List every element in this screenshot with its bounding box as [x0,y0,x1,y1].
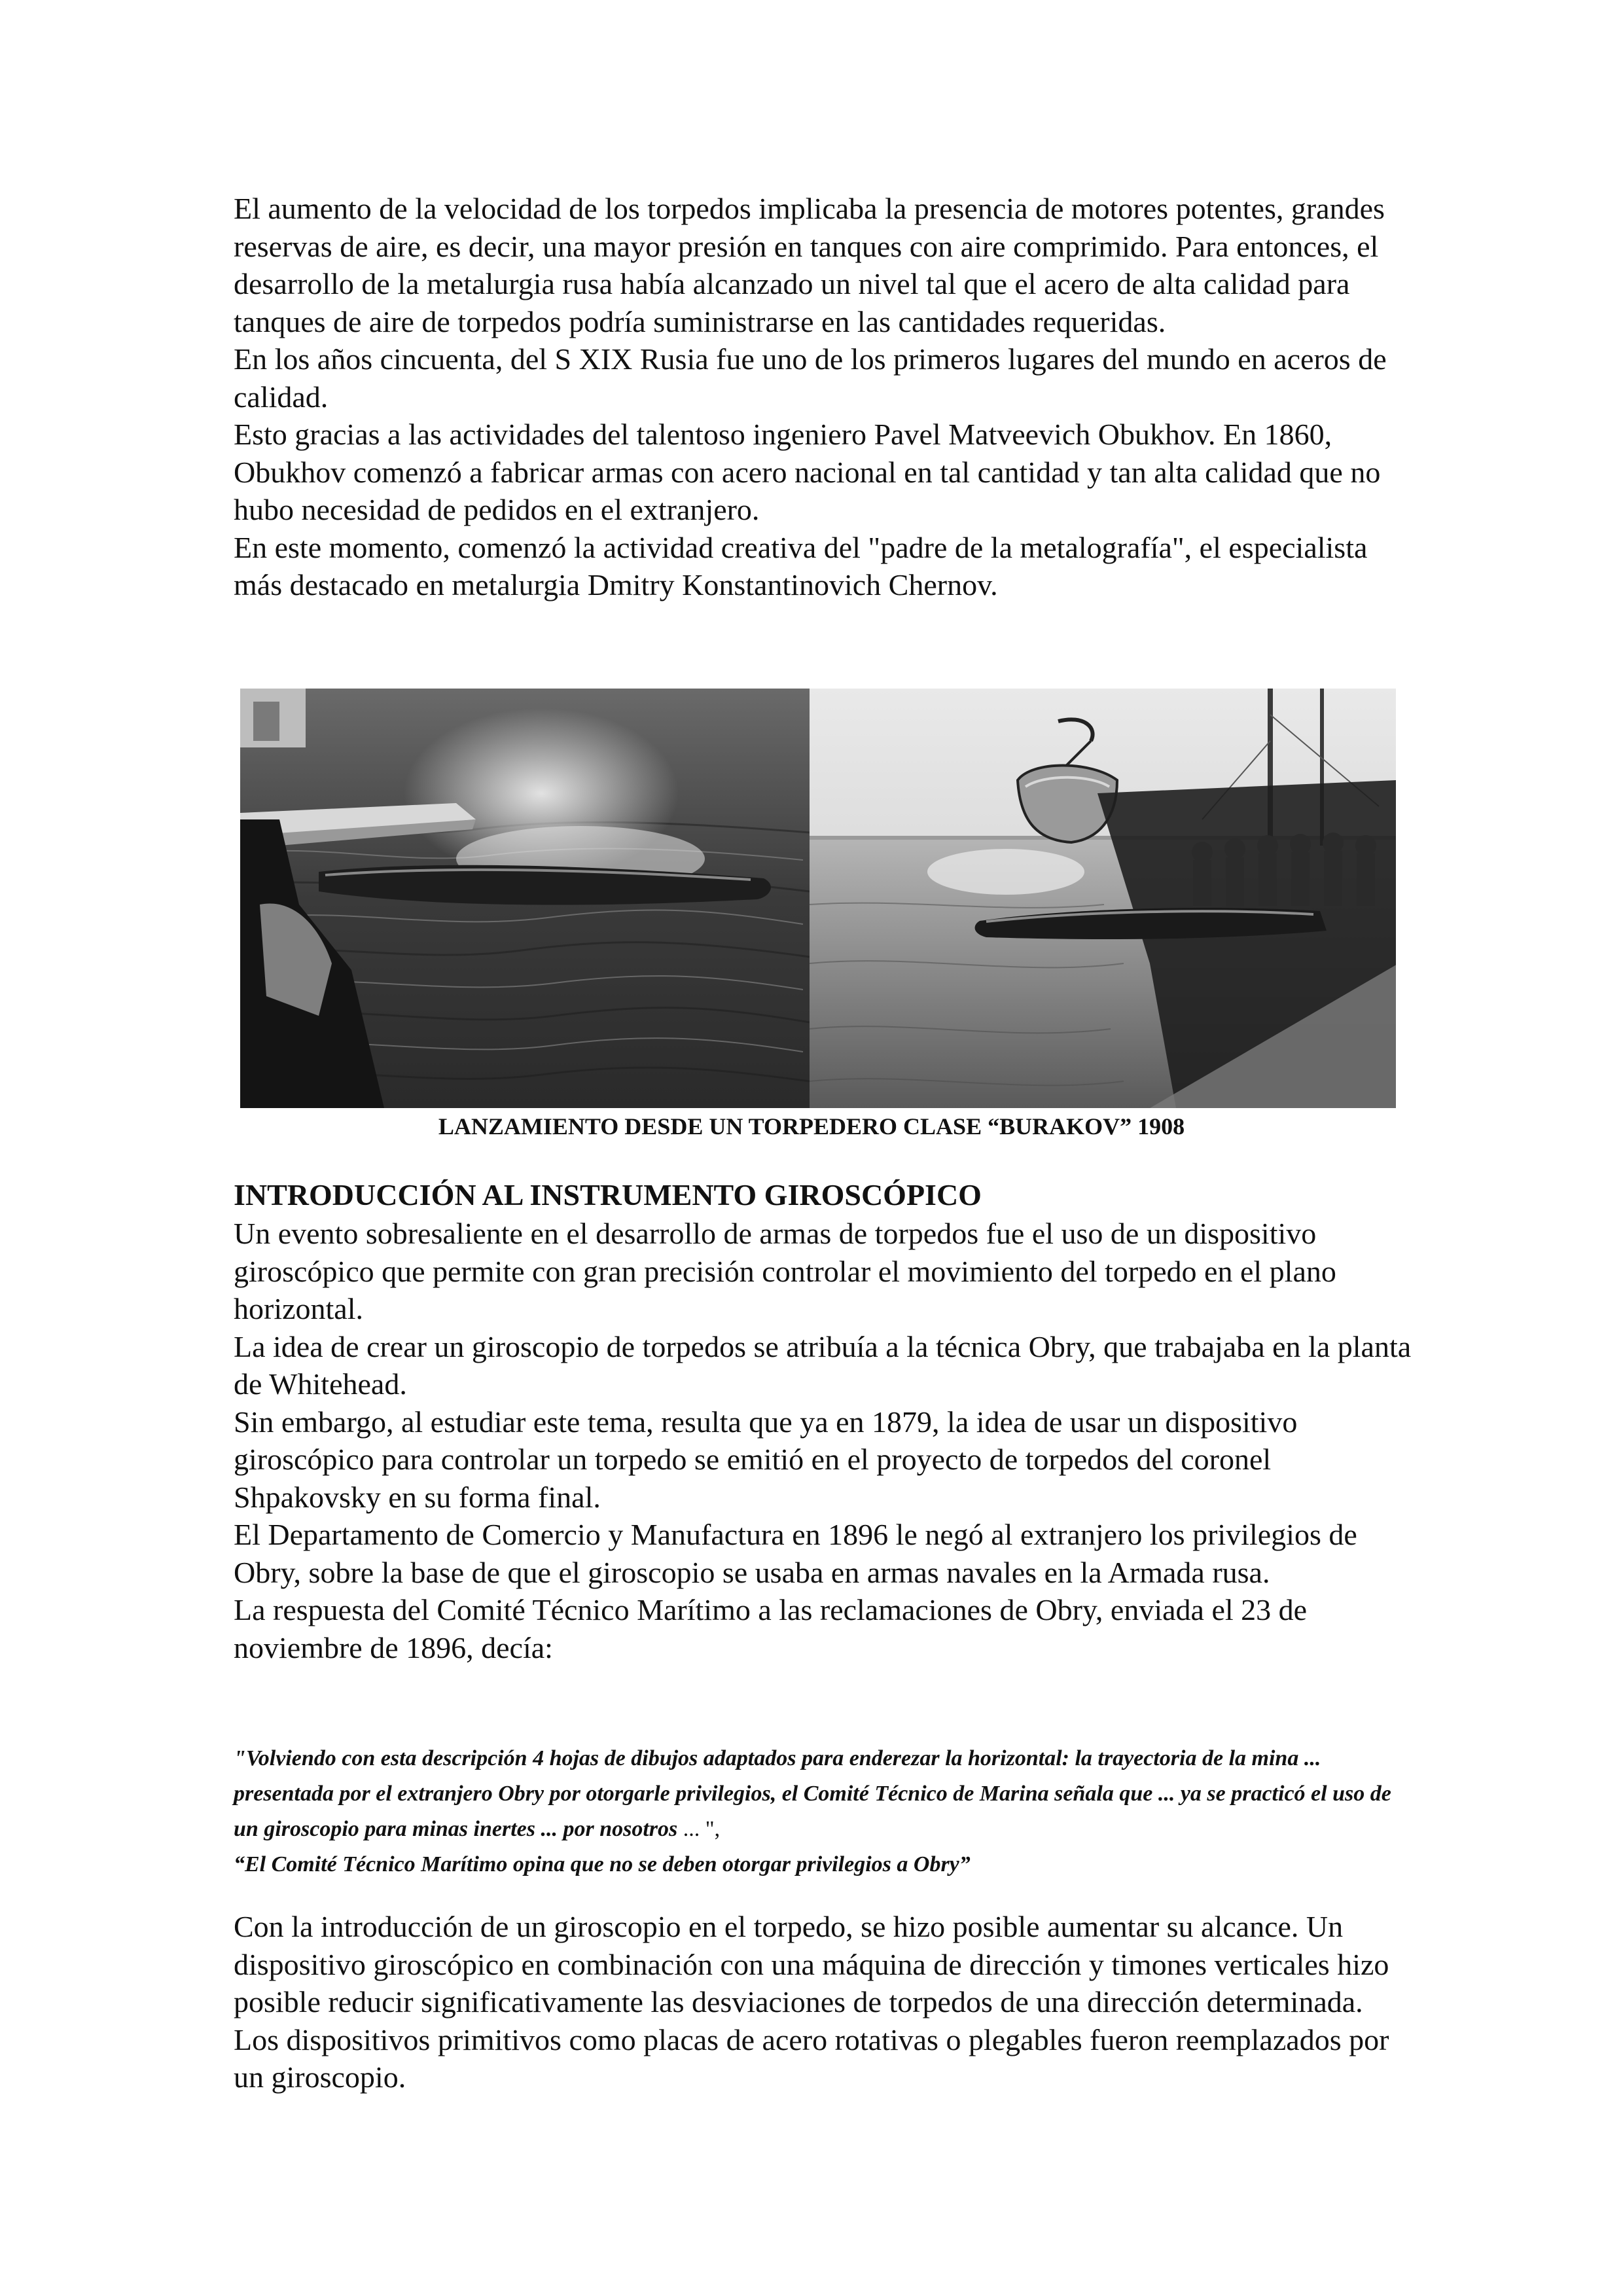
quote-tail: ... ", [677,1817,721,1841]
torpedo-launch-photo-right [810,689,1396,1108]
quote-conclusion: “El Comité Técnico Marítimo opina que no se deben otorgar privilegios a Obry” [234,1852,971,1876]
torpedo-launch-photo-left-image [240,689,810,1108]
committee-quote [234,1741,1418,1882]
intro-paragraph: Esto gracias a las actividades del talentoso ingeniero Pavel Matveevich Obukhov. En 1860, Obukhov comenzó a fabricar armas con acero nacional en tal cantidad y tan alta calidad que no hubo necesidad de pedidos en el extranjero. [234,418,1381,526]
section-text [234,1215,1412,1666]
section-heading: INTRODUCCIÓN AL INSTRUMENTO GIROSCÓPICO [234,1178,982,1211]
section-paragraph: Sin embargo, al estudiar este tema, resulta que ya en 1879, la idea de usar un dispositivo giroscópico para controlar un torpedo se emitió en el proyecto de torpedos del coronel Shpakovsky en su forma final. [234,1405,1298,1514]
section-paragraph: Un evento sobresaliente en el desarrollo de armas de torpedos fue el uso de un dispositivo giroscópico que permite con gran precisión controlar el movimiento del torpedo en el plano horizontal. [234,1217,1336,1325]
quote-text: "Volviendo con esta descripción 4 hojas de dibujos adaptados para enderezar la horizontal: la trayectoria de la mina ... presentada por el extranjero Obry por otorgarle privilegios, el Comité Técnico de Marina señala que ... ya se practicó el uso de un giroscopio para minas inertes ... por nosotros [234,1746,1391,1841]
torpedo-launch-photo-left [240,689,810,1108]
closing-paragraph: Con la introducción de un giroscopio en el torpedo, se hizo posible aumentar su alcance. Un dispositivo giroscópico en combinación con una máquina de dirección y timones verticales hizo posible reducir significativamente las desviaciones de torpedos de una dirección determinada. Los dispositivos primitivos como placas de acero rotativas o plegables fueron reemplazados por un giroscopio. [234,1910,1389,2094]
intro-paragraph: En los años cincuenta, del S XIX Rusia fue uno de los primeros lugares del mundo en aceros de calidad. [234,342,1387,414]
closing-text [234,1908,1412,2096]
figure-caption: LANZAMIENTO DESDE UN TORPEDERO CLASE “BURAKOV” 1908 [438,1113,1185,1139]
section-paragraph: La respuesta del Comité Técnico Marítimo a las reclamaciones de Obry, enviada el 23 de noviembre de 1896, decía: [234,1593,1308,1664]
intro-paragraph: El aumento de la velocidad de los torpedos implicaba la presencia de motores potentes, grandes reservas de aire, es decir, una mayor presión en tanques con aire comprimido. Para entonces, el desarrollo de la metalurgia rusa había alcanzado un nivel tal que el acero de alta calidad para tanques de aire de torpedos podría suministrarse en las cantidades requeridas. [234,192,1385,338]
intro-paragraph: En este momento, comenzó la actividad creativa del "padre de la metalografía", el especialista más destacado en metalurgia Dmitry Konstantinovich Chernov. [234,530,1368,601]
section-paragraph: La idea de crear un giroscopio de torpedos se atribuía a la técnica Obry, que trabajaba en la planta de Whitehead. [234,1329,1412,1401]
torpedo-launch-figure [240,689,1396,1108]
intro-text [234,190,1412,604]
section-paragraph: El Departamento de Comercio y Manufactura en 1896 le negó al extranjero los privilegios de Obry, sobre la base de que el giroscopio se usaba en armas navales en la Armada rusa. [234,1518,1357,1589]
torpedo-launch-photo-right-image [810,689,1396,1108]
